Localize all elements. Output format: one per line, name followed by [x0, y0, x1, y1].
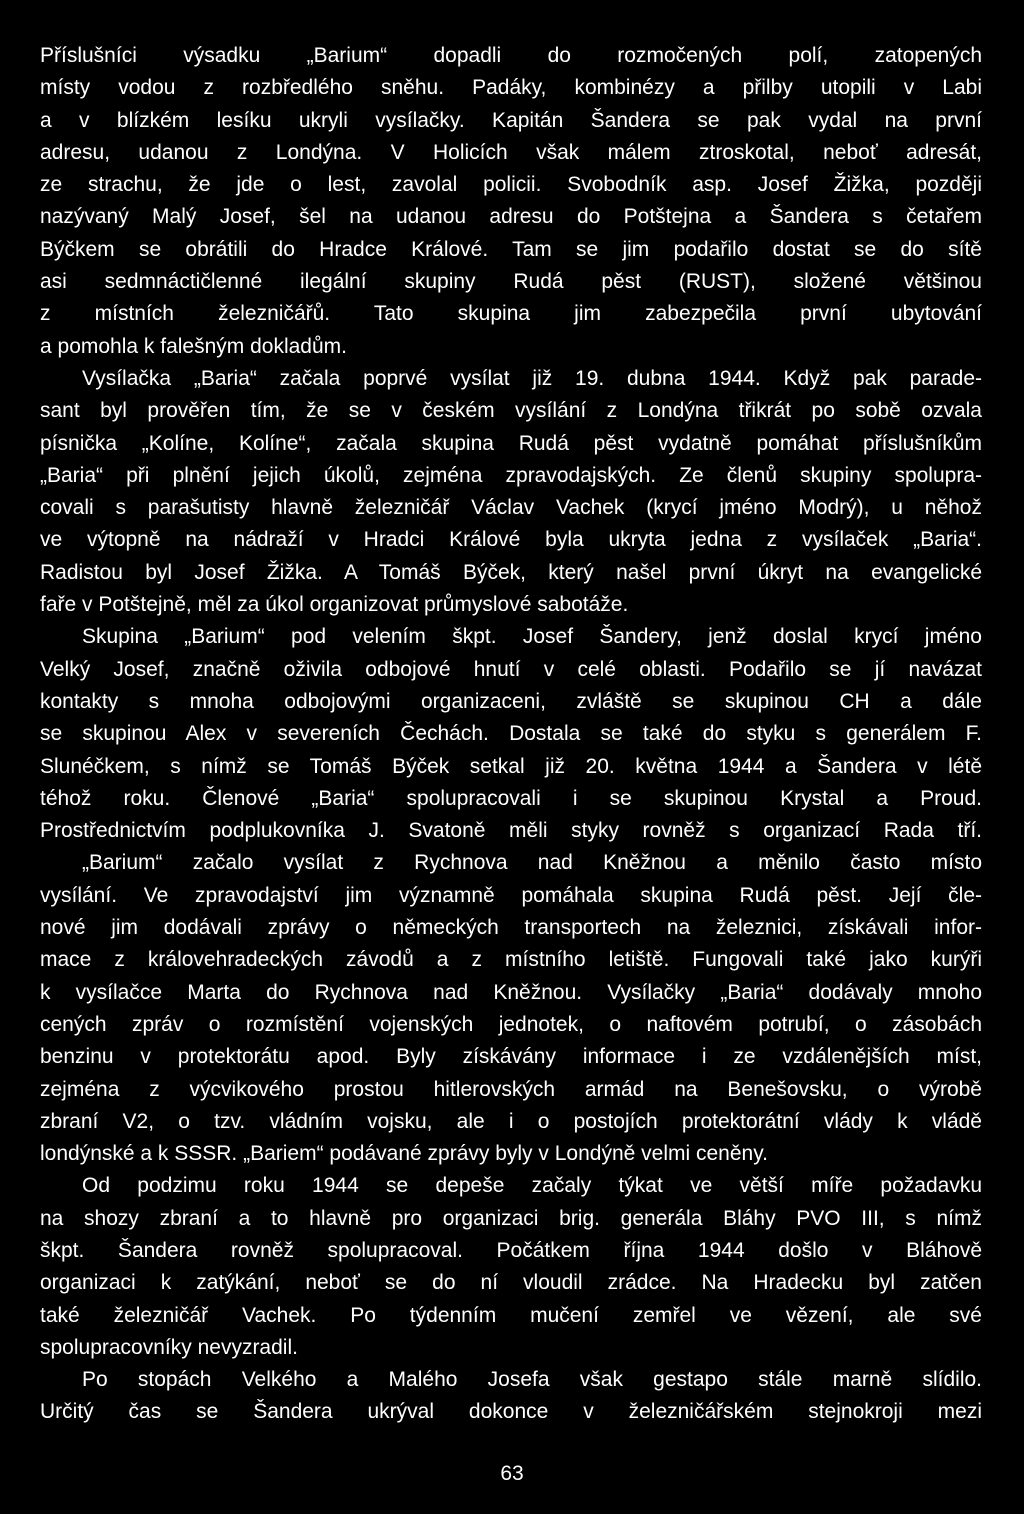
text-line-4: adresu, udanou z Londýna. V Holicích však málem ztroskotal, neboť adresát, — [40, 140, 982, 164]
text-line-5: ze strachu, že jde o lest, zavolal policii. Svobodník asp. Josef Žižka, později — [40, 173, 982, 197]
text-line-27: vysílání. Ve zpravodajství jim významně pomáhala skupina Rudá pěst. Její čle- — [40, 883, 982, 907]
text-line-16: ve výtopně na nádraží v Hradci Králové byla ukryta jedna z vysílaček „Baria“. — [40, 528, 982, 552]
text-line-15: covali s parašutisty hlavně železničář Václav Vachek (krycí jméno Modrý), u něhož — [40, 496, 982, 520]
text-line-41: spolupracovníky nevyzradil. — [40, 1335, 298, 1359]
text-line-42: Po stopách Velkého a Malého Josefa však gestapo stále marně slídilo. — [82, 1368, 982, 1392]
text-line-37: na shozy zbraní a to hlavně pro organizaci brig. generála Bláhy PVO III, s nímž — [40, 1206, 982, 1230]
text-line-20: Velký Josef, značně oživila odbojové hnutí v celé oblasti. Podařilo se jí navázat — [40, 657, 982, 681]
text-line-36: Od podzimu roku 1944 se depeše začaly týkat ve větší míře požadavku — [82, 1174, 982, 1198]
text-line-33: zejména z výcvikového prostou hitlerovských armád na Benešovsku, o výrobě — [40, 1077, 982, 1101]
text-line-39: organizaci k zatýkání, neboť se do ní vloudil zrádce. Na Hradecku byl zatčen — [40, 1271, 982, 1295]
text-line-34: zbraní V2, o tzv. vládním vojsku, ale i o postojích protektorátní vlády k vládě — [40, 1109, 982, 1133]
text-line-24: téhož roku. Členové „Baria“ spolupracovali i se skupinou Krystal a Proud. — [40, 786, 982, 810]
text-line-32: benzinu v protektorátu apod. Byly získávány informace i ze vzdálenějších míst, — [40, 1045, 982, 1069]
text-line-11: Vysílačka „Baria“ začala poprvé vysílat již 19. dubna 1944. Když pak parade- — [82, 366, 982, 390]
text-line-21: kontakty s mnoha odbojovými organizaceni, zvláště se skupinou CH a dále — [40, 689, 982, 713]
page-number: 63 — [500, 1462, 524, 1485]
body-text — [40, 40, 982, 1429]
text-line-6: nazývaný Malý Josef, šel na udanou adresu do Potštejna a Šandera s četařem — [40, 205, 982, 229]
text-line-9: z místních železničářů. Tato skupina jim zabezpečila první ubytování — [40, 302, 982, 326]
text-line-23: Slunéčkem, s nímž se Tomáš Býček setkal již 20. května 1944 a Šandera v létě — [40, 754, 982, 778]
text-line-26: „Barium“ začalo vysílat z Rychnova nad Kněžnou a měnilo často místo — [82, 851, 982, 875]
text-line-35: londýnské a k SSSR. „Bariem“ podávané zprávy byly v Londýně velmi ceněny. — [40, 1142, 768, 1166]
text-line-19: Skupina „Barium“ pod velením škpt. Josef Šandery, jenž doslal krycí jméno — [82, 625, 982, 649]
text-line-22: se skupinou Alex v severeních Čechách. Dostala se také do styku s generálem F. — [40, 722, 982, 746]
text-line-14: „Baria“ při plnění jejich úkolů, zejména zpravodajských. Ze členů skupiny spolupra- — [40, 463, 982, 487]
text-line-28: nové jim dodávali zprávy o německých transportech na železnici, získávali infor- — [40, 916, 982, 940]
text-line-12: sant byl prověřen tím, že se v českém vysílání z Londýna třikrát po sobě ozvala — [40, 399, 982, 423]
text-line-30: k vysílačce Marta do Rychnova nad Kněžnou. Vysílačky „Baria“ dodávaly mnoho — [40, 980, 982, 1004]
text-line-1: Příslušníci výsadku „Barium“ dopadli do rozmočených polí, zatopených — [40, 44, 982, 67]
text-line-43: Určitý čas se Šandera ukrýval dokonce v železničářském stejnokroji mezi — [40, 1400, 982, 1424]
text-line-13: písnička „Kolíne, Kolíne“, začala skupina Rudá pěst vydatně pomáhat příslušníkům — [40, 431, 982, 455]
text-line-40: také železničář Vachek. Po týdenním mučení zemřel ve vězení, ale své — [40, 1303, 982, 1327]
text-line-3: a v blízkém lesíku ukryli vysílačky. Kapitán Šandera se pak vydal na první — [40, 108, 982, 132]
text-line-18: faře v Potštejně, měl za úkol organizovat průmyslové sabotáže. — [40, 593, 629, 617]
text-line-25: Prostřednictvím podplukovníka J. Svatoně měli styky rovněž s organizací Rada tří. — [40, 819, 982, 843]
text-line-8: asi sedmnáctičlenné ilegální skupiny Rudá pěst (RUST), složené většinou — [40, 270, 982, 294]
text-line-38: škpt. Šandera rovněž spolupracoval. Počátkem října 1944 došlo v Bláhově — [40, 1238, 982, 1262]
text-line-29: mace z královehradeckých závodů a z místního letiště. Fungovali také jako kurýři — [40, 948, 982, 972]
text-line-2: místy vodou z rozbředlého sněhu. Padáky, kombinézy a přilby utopili v Labi — [40, 76, 982, 100]
text-line-31: cených zpráv o rozmístění vojenských jednotek, o naftovém potrubí, o zásobách — [40, 1012, 982, 1036]
text-line-10: a pomohla k falešným dokladům. — [40, 334, 347, 358]
text-line-7: Býčkem se obrátili do Hradce Králové. Tam se jim podařilo dostat se do sítě — [40, 237, 982, 261]
text-line-17: Radistou byl Josef Žižka. A Tomáš Býček, který našel první úkryt na evangelické — [40, 560, 982, 584]
